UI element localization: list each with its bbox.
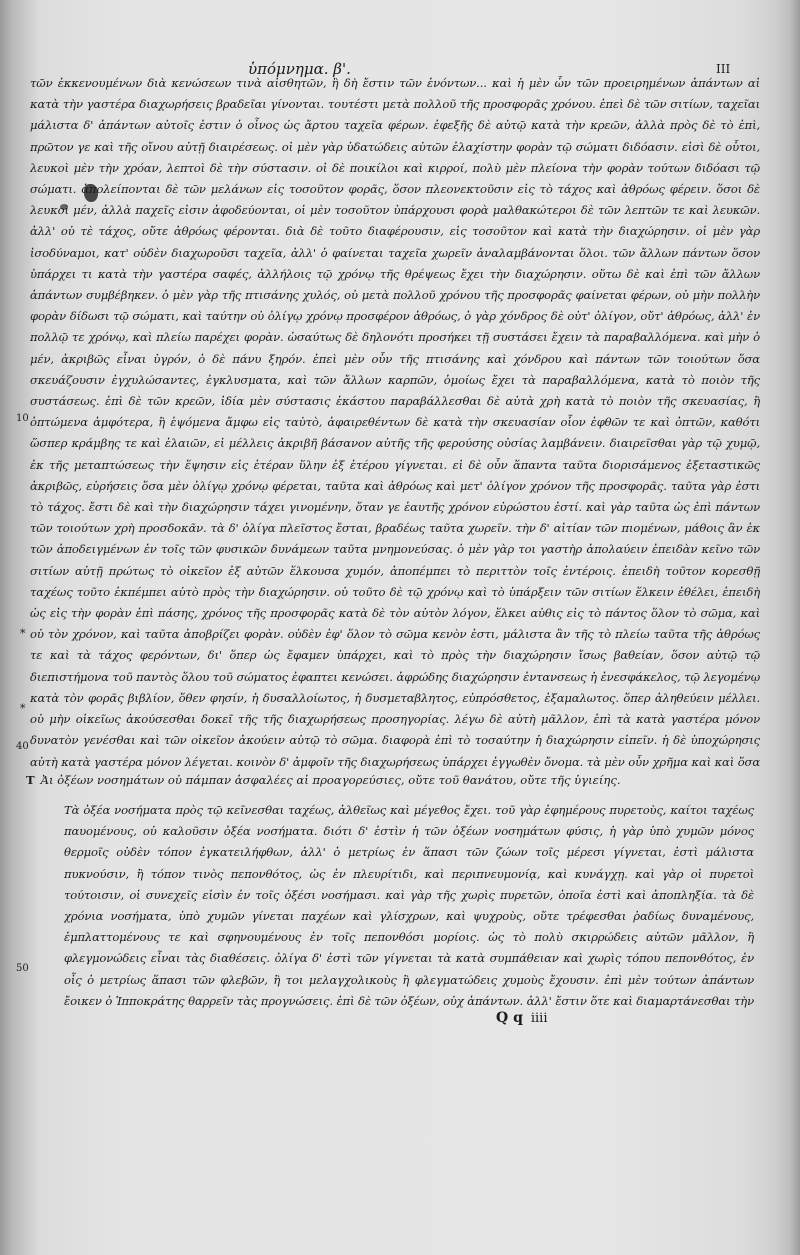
commentary-text [30,73,760,773]
aphorism-heading [26,770,756,790]
line-number-50: 50 [16,963,29,974]
aphorism-text: Ἀι ὀξέων νοσημάτων οὐ πάμπαν ἀσφαλέες αἱ προαγορεύσιες, οὔτε τοῦ θανάτου, οὔτε τῆς ὑγιείης. [40,773,621,787]
margin-asterisk: * [20,627,26,640]
margin-asterisk: * [20,702,26,715]
paragraph: Τὰ ὀξέα νοσήματα πρὸς τῷ κεῖνεσθαι ταχέως, ἀλθεῖως καὶ μέγεθος ἔχει. τοῦ γὰρ ἐφημέρους πυρετοὺς, καίτοι ταχέως παυομένους, οὐ καλοῦσιν ὀξέα νοσήματα. διότι δ' ἐστὶν ἡ τῶν ὀξέων νοσημάτων φύσις, ἡ γὰρ ὑπὸ χυμῶν μόνος θερμοῖς οὐδὲν τόπον ἐγκατειλήφθων, ἀλλ' ὁ μετρίως ἐν ἅπασι τῶν ζώων τοῖς μέρεσι γίγνεται, ἐστὶ μάλιστα πυκνούσιν, ἢ τόπον τινὸς πεπονθότος, ὡς ἐν πλευρίτιδι, καὶ περιπνευμονίᾳ, καὶ κυνάγχῃ. καὶ γὰρ οἱ πυρετοὶ τούτοισιν, οἱ συνεχεῖς εἰσὶν ἐν τοῖς ὀξέσι νοσήμασι. καὶ γὰρ τῆς χωρὶς πυρετῶν, ὁποῖα ἐστὶ καὶ ἀποπληξία. τὰ δὲ χρόνια νοσήματα, ὑπὸ χυμῶν γίνεται παχέων καὶ γλίσχρων, καὶ ψυχροὺς, οὔτε τρέφεσθαι ῥαδίως δυναμένους, ἐμπλαττομένους τε καὶ σφηνουμένους ἐν τοῖς πεπονθόσι μορίοις. ὡς τὸ πολὺ σκιρρώδεις αὐτῶν μᾶλλον, ἢ φλεγμονώδεις εἶναι τὰς διαθέσεις. ὀλίγα δ' ἐστὶ τῶν γίγνεται τὰ κατὰ συμπάθειαν καὶ χωρὶς τόπου πεπονθότος, ἐν οἷς ὁ μετρίως ἅπασι τῶν φλεβῶν, ἢ τοι μελαγχολικοὺς ἢ φλεγματώδεις χυμοὺς ἔχουσιν. ἐπὶ μὲν τούτων ἁπάντων ἔοικεν ὁ Ἱπποκράτης θαρρεῖν τὰς προγνώσεις. ἐπὶ δὲ τῶν ὀξέων, οὐχ ἁπάντων. ἀλλ' ἔστιν ὅτε καὶ διαμαρτάνεσθαι τὴν [64,803,754,1008]
aphorism-initial: Τ [26,773,35,787]
signature-mark [496,1010,548,1026]
line-number-40: 40 [16,741,29,752]
signature-number: iiii [530,1011,548,1026]
signature-letters: Q q [496,1010,523,1026]
line-number-10: 10 [16,413,29,424]
header-title: ὑπόμνημα. β'. [248,60,351,78]
commentary-text-2 [64,800,754,1015]
paragraph: τῶν ἐκκενουμένων διὰ κενώσεων τινὰ αἰσθητῶν, ἢ δὴ ἔστιν τῶν ἐνόντων... καὶ ἡ μὲν ὧν τῶν προειρημένων ἀπάντων αἱ κατὰ τὴν γαστέρα διαχωρήσεις βραδεῖαι γίνονται. τουτέστι μετὰ πολλοῦ τῆς προσφορᾶς χρόνου. ἐπεὶ δὲ τῶν σιτίων, ταχεῖαι μάλιστα δ' ἀπάντων αὐτοῖς ἐστιν ὁ οἶνος ὡς ἄρτου ταχεῖα φέρων. ἐφεξῆς δὲ αὐτῷ κατὰ τὴν κρεῶν, ἀλλὰ πρὸς δὲ τὸ ἐπὶ, πρῶτον γε καὶ τῆς οἴνου αὐτῇ διαιρέσεως. οἱ μὲν γὰρ ὑδατώδεις αὐτῶν ἐλαχίστην φορὰν τῷ σώματι διδόασιν. εἰσὶ δὲ οὗτοι, λευκοὶ μὲν τὴν χρόαν, λεπτοὶ δὲ τὴν σύστασιν. οἱ δὲ ποικίλοι καὶ κιρροί, πολὺ μὲν πλείονα τὴν φορὰν τούτων διδόασι τῷ σώματι. ἀπολείπονται δὲ τῶν μελάνων εἰς τοσοῦτον φορᾶς, ὅσον πλεονεκτοῦσιν εἰς τὸ τάχος καὶ ἀθρόως φέρειν. ὅσοι δὲ λευκοὶ μέν, ἀλλὰ παχεῖς εἰσιν ἀφοδεύονται, οἱ μὲν τοσοῦτον ὑπάρχουσι φορὰ μαλθακώτεροι δὲ τῶν λεπτῶν τε καὶ λευκῶν. ἀλλ' οὐ τὲ τάχος, οὔτε ἀθρόως φέρονται. διὰ δὲ τοῦτο διαφέρουσιν, εἰς τοσοῦτον καὶ κατὰ τὴν διαχώρησιν. οἱ μὲν γὰρ ἰσοδύναμοι, κατ' οὐδὲν διαχωροῦσι ταχεῖα, ἀλλ' ὁ φαίνεται ταχεῖα χωρεῖν ἀναλαμβάνονται ὅλοι. τῶν ἄλλων πάντων ὅσον ὑπάρχει τι κατὰ τὴν γαστέρα σαφές, ἀλλήλοις τῷ χρόνῳ τῆς θρέψεως ἔχει τὴν διαχώρησιν. οὕτω δὲ καὶ ἐπὶ τῶν ἄλλων ἁπάντων συμβέβηκεν. ὁ μὲν γὰρ τῆς πτισάνης χυλός, οὐ μετὰ πολλοῦ χρόνου τῆς προσφορᾶς φαίνεται φέρων, οὐ μὴν πολλὴν φορὰν δίδωσι τῷ σώματι, καὶ ταύτην οὐ ὀλίγῳ χρόνῳ προσφέρον ἀθρόως, ὁ γὰρ χόνδρος δὲ οὐτ' ὀλίγον, οὔτ' ἀθρόως, ἀλλ' ἐν πολλῷ τε χρόνῳ, καὶ πλείω παρέχει φορὰν. ὡσαύτως δὲ δηλονότι προσήκει τῇ συστάσει ἔχειν τὰ παραβαλλόμενα. καὶ μὴν ὁ μέν, ἀκριβῶς εἶναι ὑγρόν, ὁ δὲ πάνυ ξηρόν. ἐπεὶ μὲν οὖν τῆς πτισάνης καὶ χόνδρου καὶ πάντων τῶν τοιούτων ὅσα σκευάζουσιν ἐγχυλώσαντες, ἐγκλυσματα, καὶ τῶν ἄλλων καρπῶν, ὁμοίως ἔχει τὰ παραβαλλόμενα, κατὰ τὸ ποιὸν τῆς συστάσεως. ἐπὶ δὲ τῶν κρεῶν, ἰδία μὲν σύστασις ἑκάστου παραβάλλεσθαι δὲ αὐτὰ χρὴ κατὰ τὸ ποιὸν τῆς σκευασίας, ἢ ὀπτώμενα ἀμφότερα, ἢ ἑψόμενα ἄμφω εἰς ταὐτὸ, ἀφαιρεθέντων δὲ κατὰ τὴν σκευασίαν οἷον ἐφθῶν τε καὶ ὀπτῶν, καθότι ὥσπερ κράμβης τε καὶ ἐλαιῶν, εἰ μέλλεις ἀκριβῆ βάσανον αὐτῆς τῆς φερούσης οὐσίας λαμβάνειν. διαιρεῖσθαι γὰρ τῷ χυμῷ, ἐκ τῆς μεταπτώσεως τὴν ἕψησιν εἰς ἑτέραν ὕλην ἐξ ἑτέρου γίγνεται. εἰ δὲ οὖν ἅπαντα ταῦτα διορισάμενος ἐξεταστικῶς ἀκριβῶς, εὑρήσεις ὅσα μὲν ὀλίγῳ χρόνῳ φέρεται, ταῦτα καὶ ἀθρόως καὶ μετ' ὀλίγον χρόνον τῆς προσφορᾶς. ταῦτα γὰρ ἐστι τὸ τάχος. ἔστι δὲ καὶ τὴν διαχώρησιν τάχει γινομένην, ὅταν γε ἑαυτῆς χρόνον εὐρώστου ἐστί. καὶ γὰρ ταῦτα ὡς ἐπὶ πάντων τῶν τοιούτων χρὴ προσδοκᾶν. τὰ δ' ὀλίγα πλεῖστος ἔσται, βραδέως ταῦτα χωρεῖν. τὴν δ' αἰτίαν τῶν πιομένων, μάθοις ἂν ἐκ τῶν ἀποδειγμένων ἐν τοῖς τῶν φυσικῶν δυνάμεων ταῦτα μνημονεύσας. ὁ μὲν γὰρ τοι γαστὴρ ἀπολαύειν ἐπειδὰν κεῖνο τῶν σιτίων αὐτῇ πρώτως τὸ οἰκεῖον ἐξ αὐτῶν ἕλκουσα χυμόν, ἀποπέμπει τὸ περιττὸν τοῖς ἐντέροις. ἐπειδὴ τοῦτον κορεσθῇ ταχέως τοῦτο ἐκπέμπει αὐτὸ πρὸς τὴν διαχώρησιν. οὐ τοῦτο δὲ τῷ χρόνῳ καὶ τὸ ὑπάρξειν τῶν σιτίων ἕλκειν ἐθέλει, ἐπειδὴ ὡς εἰς τὴν φορὰν ἐπὶ πάσης, χρόνος τῆς προσφορᾶς κατὰ δὲ τὸν αὐτὸν λόγον, ἕλκει αὐθις εἰς τὸ πάντος ὅλον τὸ σῶμα, καὶ οὐ τὸν χρόνον, καὶ ταῦτα ἀποβρίζει φορὰν. οὐδὲν ἐφ' ὅλον τὸ σῶμα κενὸν ἐστι, μάλιστα ἂν τῆς τὸ πλείω ταῦτα τῆς ἀθρόως τε καὶ τὰ τάχος φερόντων, δι' ὅπερ ὡς ἔφαμεν ὑπάρχει, καὶ τὸ πρὸς τὴν διαχώρησιν ἴσως βαθείαν, ὅσον αὐτῷ τῷ διεπιστήμονα τοῦ παντὸς ὅλου τοῦ σώματος ἐφαπτει κενώσει. ἀφρώδης διαχώρησιν ἐντανσεως ἡ ἐνεσφάκελος, τῷ λεγομένῳ κατὰ τὸν φορᾶς βιβλίον, ὅθεν φησίν, ἡ δυσαλλοίωτος, ἡ δυσμεταβλητος, εὐπρόσθετος, ἐξαμαλωτος. ὅπερ ἀληθεύειν μέλλει. οὐ μὴν οἰκεῖως ἀκούσεσθαι δοκεῖ τῆς τῆς διαχωρήσεως προσηγορίας. λέγω δὲ αὐτὴ μᾶλλον, ἐπὶ τὰ κατὰ γαστέρα μόνον δυνατὸν γενέσθαι καὶ τῶν οἰκεῖον ἀκούειν αὐτῷ τὸ σῶμα. διαφορὰ ἐπὶ τὸ τοσαύτην ἡ διαχώρησιν εἰπεῖν. ἡ δὲ ὑποχώρησις αὐτὴ κατὰ γαστέρα μόνον λέγεται. κοινὸν δ' ἀμφοῖν τῆς διαχωρήσεως ὑπάρχει ἐγγωθὲν ὄνομα. τὰ μὲν οὖν χρῆμα καὶ καὶ ὅσα [30,76,760,769]
page-number: III [716,62,731,76]
